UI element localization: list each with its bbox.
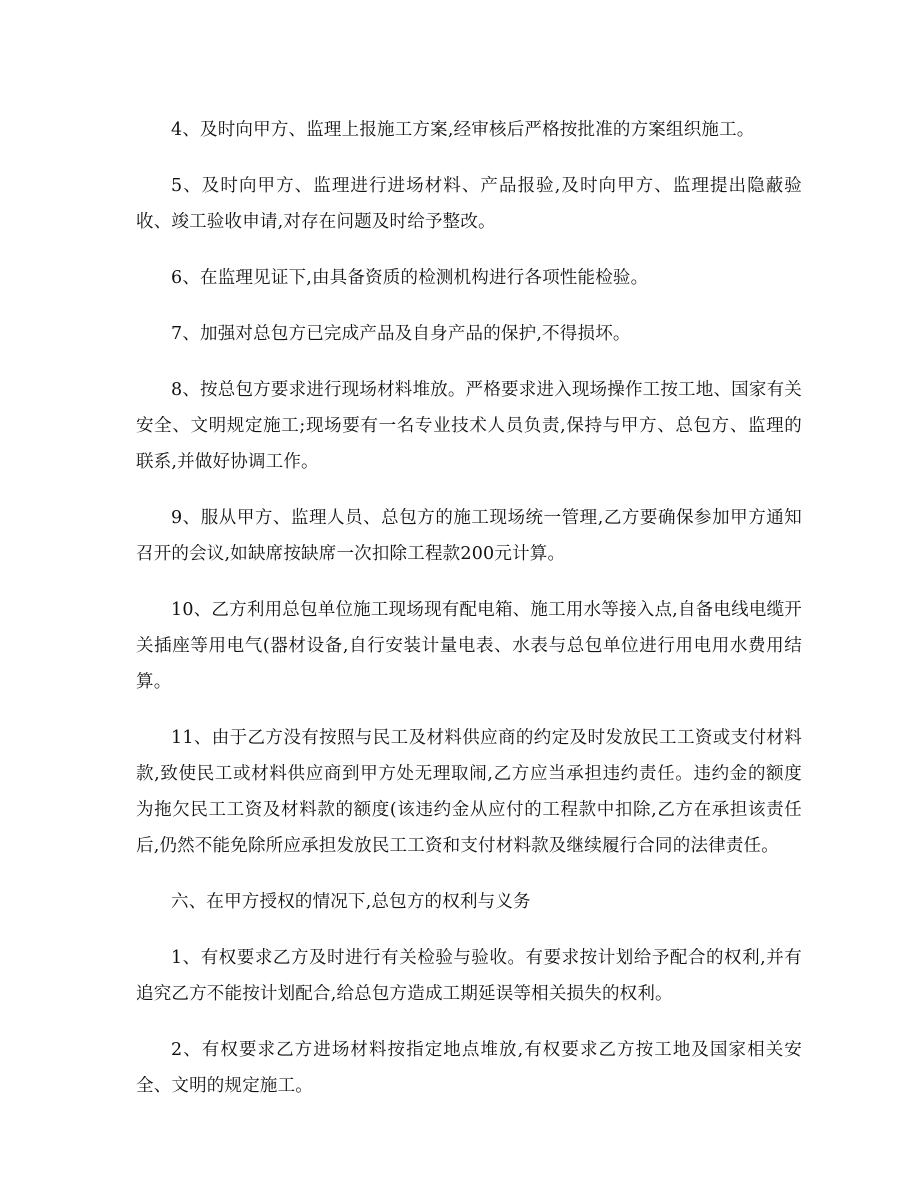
paragraph-item-4: 4、及时向甲方、监理上报施工方案,经审核后严格按批准的方案组织施工。: [171, 120, 755, 140]
paragraph-item-5: 5、及时向甲方、监理进行进场材料、产品报验,及时向甲方、监理提出隐蔽验收、竣工验收申请,对存在问题及时给予整改。: [136, 176, 802, 232]
document-body: [136, 112, 802, 1124]
paragraph-item-9: 9、服从甲方、监理人员、总包方的施工现场统一管理,乙方要确保参加甲方通知召开的会议,如缺席按缺席一次扣除工程款200元计算。: [136, 508, 802, 564]
section-heading-6: 六、在甲方授权的情况下,总包方的权利与义务: [171, 892, 531, 912]
paragraph-item-6: 6、在监理见证下,由具备资质的检测机构进行各项性能检验。: [171, 268, 649, 288]
paragraph-item-10: 10、乙方利用总包单位施工现场现有配电箱、施工用水等接入点,自备电线电缆开关插座等用电气(器材设备,自行安装计量电表、水表与总包单位进行用电用水费用结算。: [136, 600, 802, 692]
paragraph-item-11: 11、由于乙方没有按照与民工及材料供应商的约定及时发放民工工资或支付材料款,致使民工或材料供应商到甲方处无理取闹,乙方应当承担违约责任。违约金的额度为拖欠民工工资及材料款的额度(该违约金从应付的工程款中扣除,乙方在承担该责任后,仍然不能免除所应承担发放民工工资和支付材料款及继续履行合同的法律责任。: [136, 728, 802, 856]
paragraph-item-8: 8、按总包方要求进行现场材料堆放。严格要求进入现场操作工按工地、国家有关安全、文明规定施工;现场要有一名专业技术人员负责,保持与甲方、总包方、监理的联系,并做好协调工作。: [136, 380, 802, 472]
paragraph-item-1: 1、有权要求乙方及时进行有关检验与验收。有要求按计划给予配合的权利,并有追究乙方不能按计划配合,给总包方造成工期延误等相关损失的权利。: [136, 948, 802, 1004]
paragraph-item-7: 7、加强对总包方已完成产品及自身产品的保护,不得损坏。: [171, 324, 631, 344]
paragraph-item-2: 2、有权要求乙方进场材料按指定地点堆放,有权要求乙方按工地及国家相关安全、文明的规定施工。: [136, 1040, 802, 1096]
